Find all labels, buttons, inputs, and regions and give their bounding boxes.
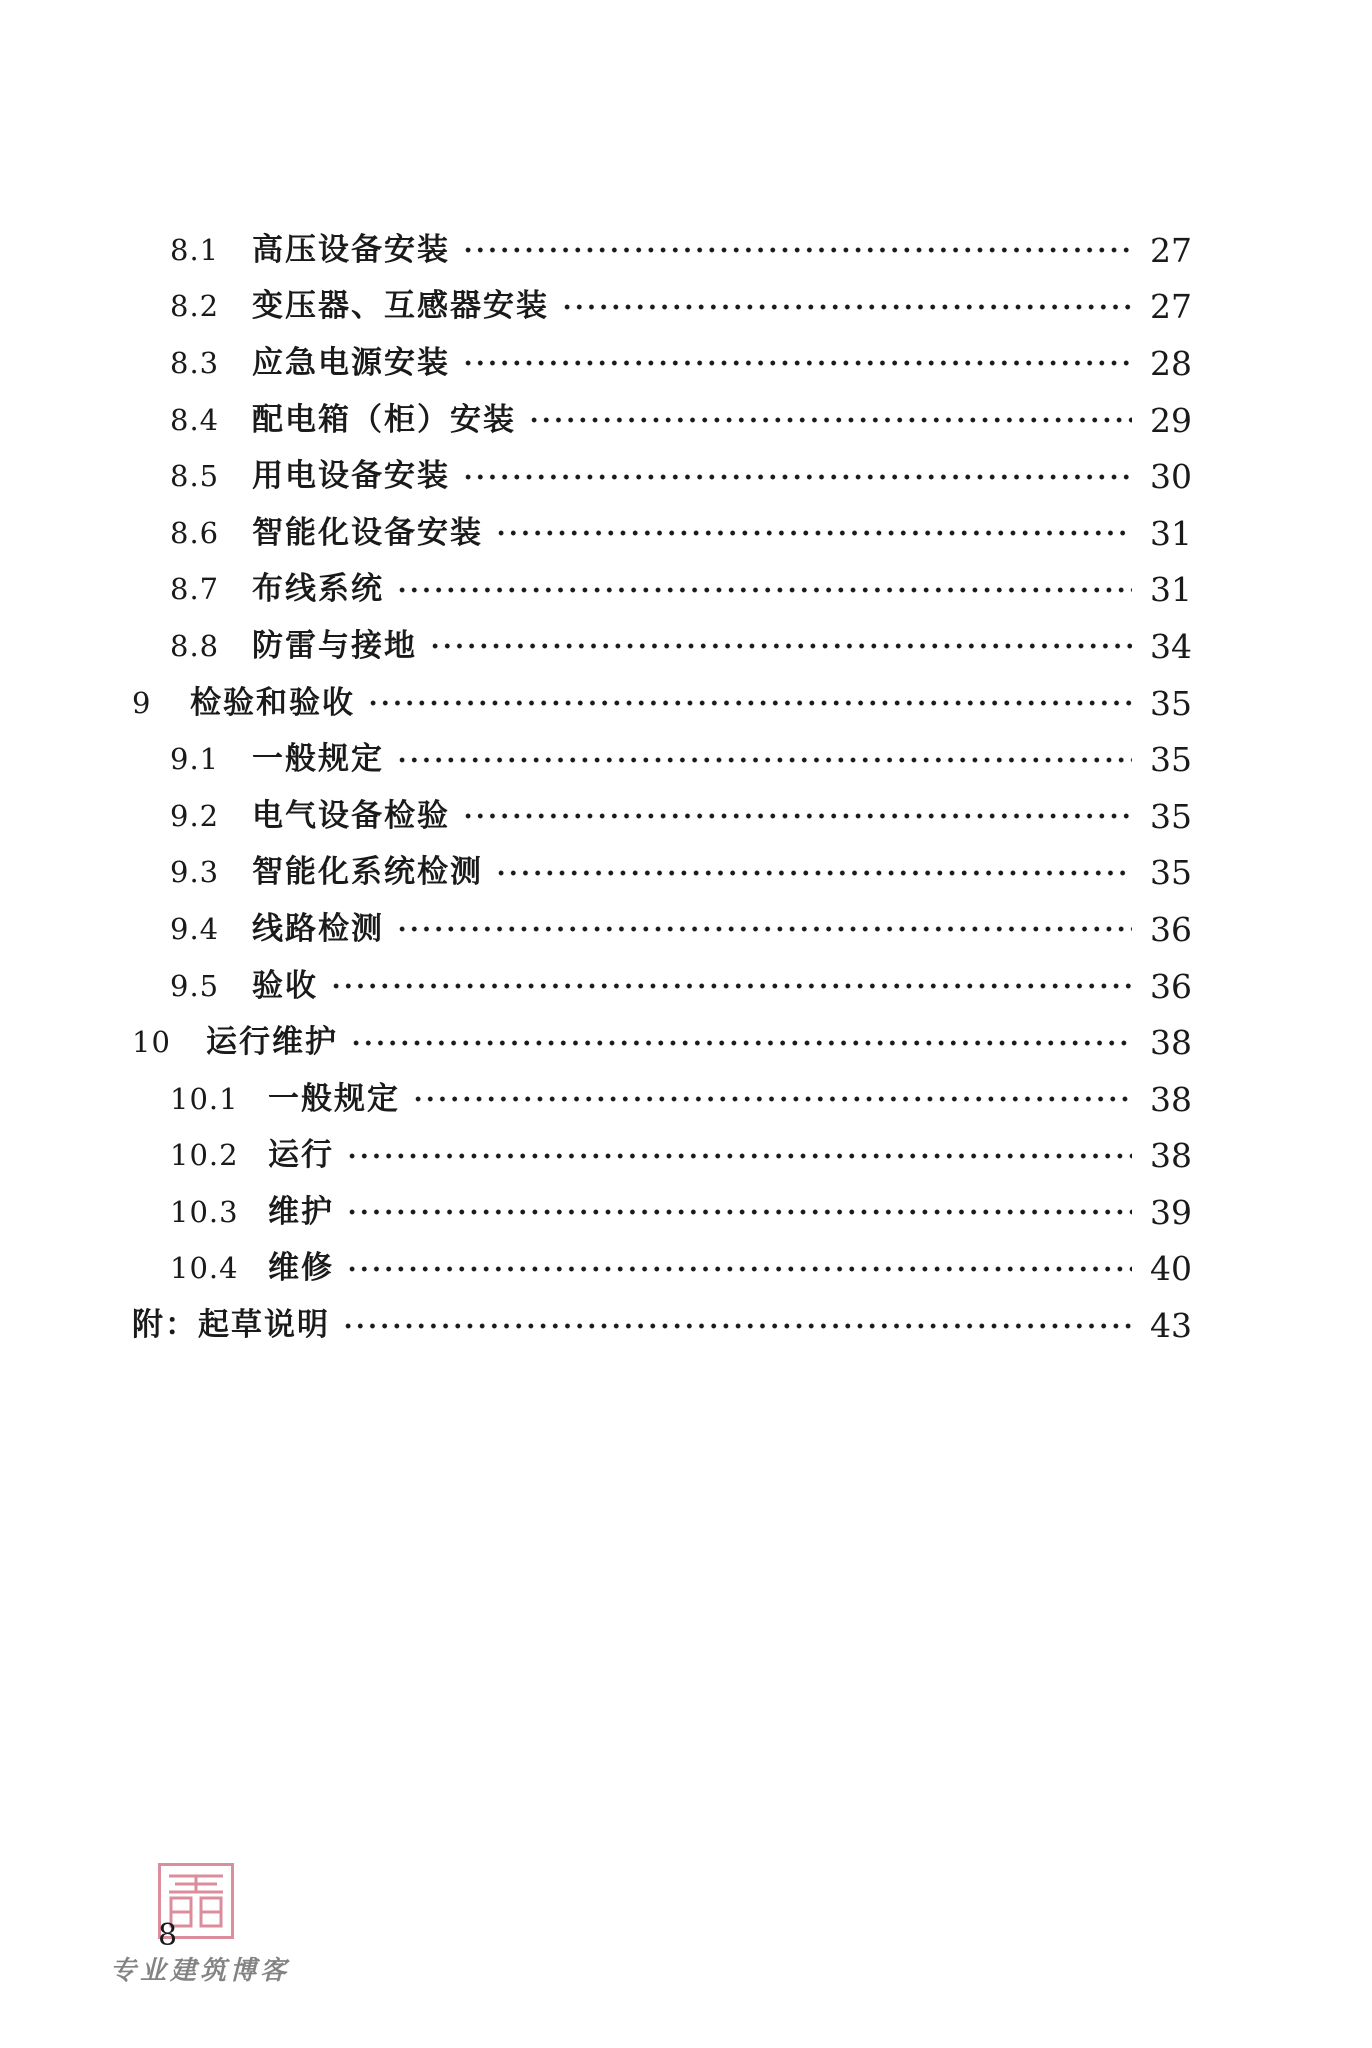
toc-entry-number: 10	[132, 1025, 171, 1060]
toc-entry-title: 用电设备安装	[252, 458, 450, 495]
toc-entry-title: 检验和验收	[190, 684, 355, 721]
toc-entry-title: 验收	[252, 967, 318, 1004]
toc-entry-title: 高压设备安装	[252, 231, 450, 268]
toc-entry[interactable]	[132, 845, 1192, 902]
toc-entry-title: 运行	[268, 1137, 334, 1174]
toc-entry-page: 27	[1150, 287, 1192, 327]
toc-entry-number: 8.7	[170, 572, 220, 607]
toc-entry-number: 8.1	[170, 232, 220, 267]
toc-entry-page: 38	[1150, 1023, 1192, 1063]
toc-entry-title: 电气设备检验	[252, 797, 450, 834]
toc-entry-page: 31	[1150, 570, 1192, 610]
toc-entry-title: 智能化系统检测	[252, 854, 483, 891]
toc-entry-number: 10.3	[170, 1194, 239, 1229]
dot-leader	[342, 1323, 1132, 1329]
toc-entry[interactable]	[132, 392, 1192, 449]
toc-entry-page: 31	[1150, 513, 1192, 553]
dot-leader	[396, 757, 1132, 763]
toc-entry-page: 35	[1150, 740, 1192, 780]
dot-leader	[412, 1096, 1132, 1102]
toc-entry[interactable]	[132, 901, 1192, 958]
toc-entry-number: 10.2	[170, 1138, 239, 1173]
toc-entry-number: 10.1	[170, 1081, 239, 1116]
toc-entry-title: 一般规定	[252, 741, 384, 778]
toc-entry-title: 维护	[268, 1193, 334, 1230]
page-number: 8	[158, 1918, 178, 1953]
toc-entry-number: 8.2	[170, 289, 220, 324]
toc-entry[interactable]	[132, 958, 1192, 1015]
toc-entry-number: 10.4	[170, 1251, 239, 1286]
toc-entry-number: 8.8	[170, 628, 220, 663]
toc-entry-number: 9.1	[170, 742, 220, 777]
toc-entry-number: 8.4	[170, 402, 220, 437]
toc-entry[interactable]	[132, 335, 1192, 392]
toc-entry-title: 配电箱（柜）安装	[252, 401, 516, 438]
dot-leader	[396, 926, 1132, 932]
toc-entry[interactable]	[132, 618, 1192, 675]
toc-entry-title: 布线系统	[252, 571, 384, 608]
toc-entry[interactable]	[132, 1184, 1192, 1241]
toc-entry-title: 维修	[268, 1250, 334, 1287]
toc-entry-page: 39	[1150, 1192, 1192, 1232]
dot-leader	[462, 360, 1132, 366]
dot-leader	[561, 304, 1132, 310]
dot-leader	[396, 587, 1132, 593]
toc-entry-title: 运行维护	[206, 1024, 338, 1061]
toc-entry-title: 应急电源安装	[252, 344, 450, 381]
toc-entry[interactable]	[132, 1128, 1192, 1185]
watermark-text: 专业建筑博客	[110, 1956, 291, 1986]
toc-chapter-entry[interactable]	[132, 675, 1192, 732]
dot-leader	[429, 643, 1132, 649]
toc-entry-number: 8.5	[170, 459, 220, 494]
toc-entry[interactable]	[132, 562, 1192, 619]
toc-entry-page: 30	[1150, 457, 1192, 497]
dot-leader	[462, 474, 1132, 480]
toc-entry-number: 9.3	[170, 855, 220, 890]
dot-leader	[495, 870, 1132, 876]
toc-entry[interactable]	[132, 279, 1192, 336]
toc-entry-title: 线路检测	[252, 910, 384, 947]
dot-leader	[346, 1266, 1132, 1272]
toc-entry-number: 9.2	[170, 798, 220, 833]
toc-entry-page: 38	[1150, 1136, 1192, 1176]
table-of-contents	[132, 222, 1192, 1354]
toc-entry-title: 变压器、互感器安装	[252, 288, 549, 325]
toc-entry-title: 防雷与接地	[252, 627, 417, 664]
toc-entry[interactable]	[132, 1071, 1192, 1128]
toc-entry[interactable]	[132, 222, 1192, 279]
toc-entry-number: 8.6	[170, 515, 220, 550]
toc-appendix-entry[interactable]	[132, 1297, 1192, 1354]
toc-entry-number: 8.3	[170, 345, 220, 380]
toc-entry[interactable]	[132, 448, 1192, 505]
toc-entry-page: 35	[1150, 796, 1192, 836]
toc-entry-title: 一般规定	[268, 1080, 400, 1117]
dot-leader	[367, 700, 1132, 706]
dot-leader	[462, 813, 1132, 819]
toc-entry-title: 智能化设备安装	[252, 514, 483, 551]
toc-entry[interactable]	[132, 1241, 1192, 1298]
toc-entry[interactable]	[132, 788, 1192, 845]
dot-leader	[346, 1153, 1132, 1159]
toc-entry-page: 34	[1150, 626, 1192, 666]
dot-leader	[346, 1209, 1132, 1215]
toc-chapter-entry[interactable]	[132, 1014, 1192, 1071]
toc-entry[interactable]	[132, 731, 1192, 788]
toc-entry-page: 43	[1150, 1306, 1192, 1346]
toc-entry-page: 35	[1150, 683, 1192, 723]
toc-entry[interactable]	[132, 505, 1192, 562]
toc-entry-page: 29	[1150, 400, 1192, 440]
toc-entry-title: 附：起草说明	[132, 1307, 330, 1344]
toc-entry-page: 38	[1150, 1079, 1192, 1119]
toc-entry-page: 27	[1150, 230, 1192, 270]
toc-entry-page: 28	[1150, 343, 1192, 383]
toc-entry-number: 9.5	[170, 968, 220, 1003]
toc-entry-page: 36	[1150, 909, 1192, 949]
toc-entry-page: 40	[1150, 1249, 1192, 1289]
toc-entry-number: 9	[132, 685, 152, 720]
dot-leader	[528, 417, 1132, 423]
dot-leader	[462, 247, 1132, 253]
toc-entry-number: 9.4	[170, 911, 220, 946]
toc-entry-page: 35	[1150, 853, 1192, 893]
dot-leader	[330, 983, 1132, 989]
dot-leader	[495, 530, 1132, 536]
toc-entry-page: 36	[1150, 966, 1192, 1006]
dot-leader	[350, 1040, 1132, 1046]
